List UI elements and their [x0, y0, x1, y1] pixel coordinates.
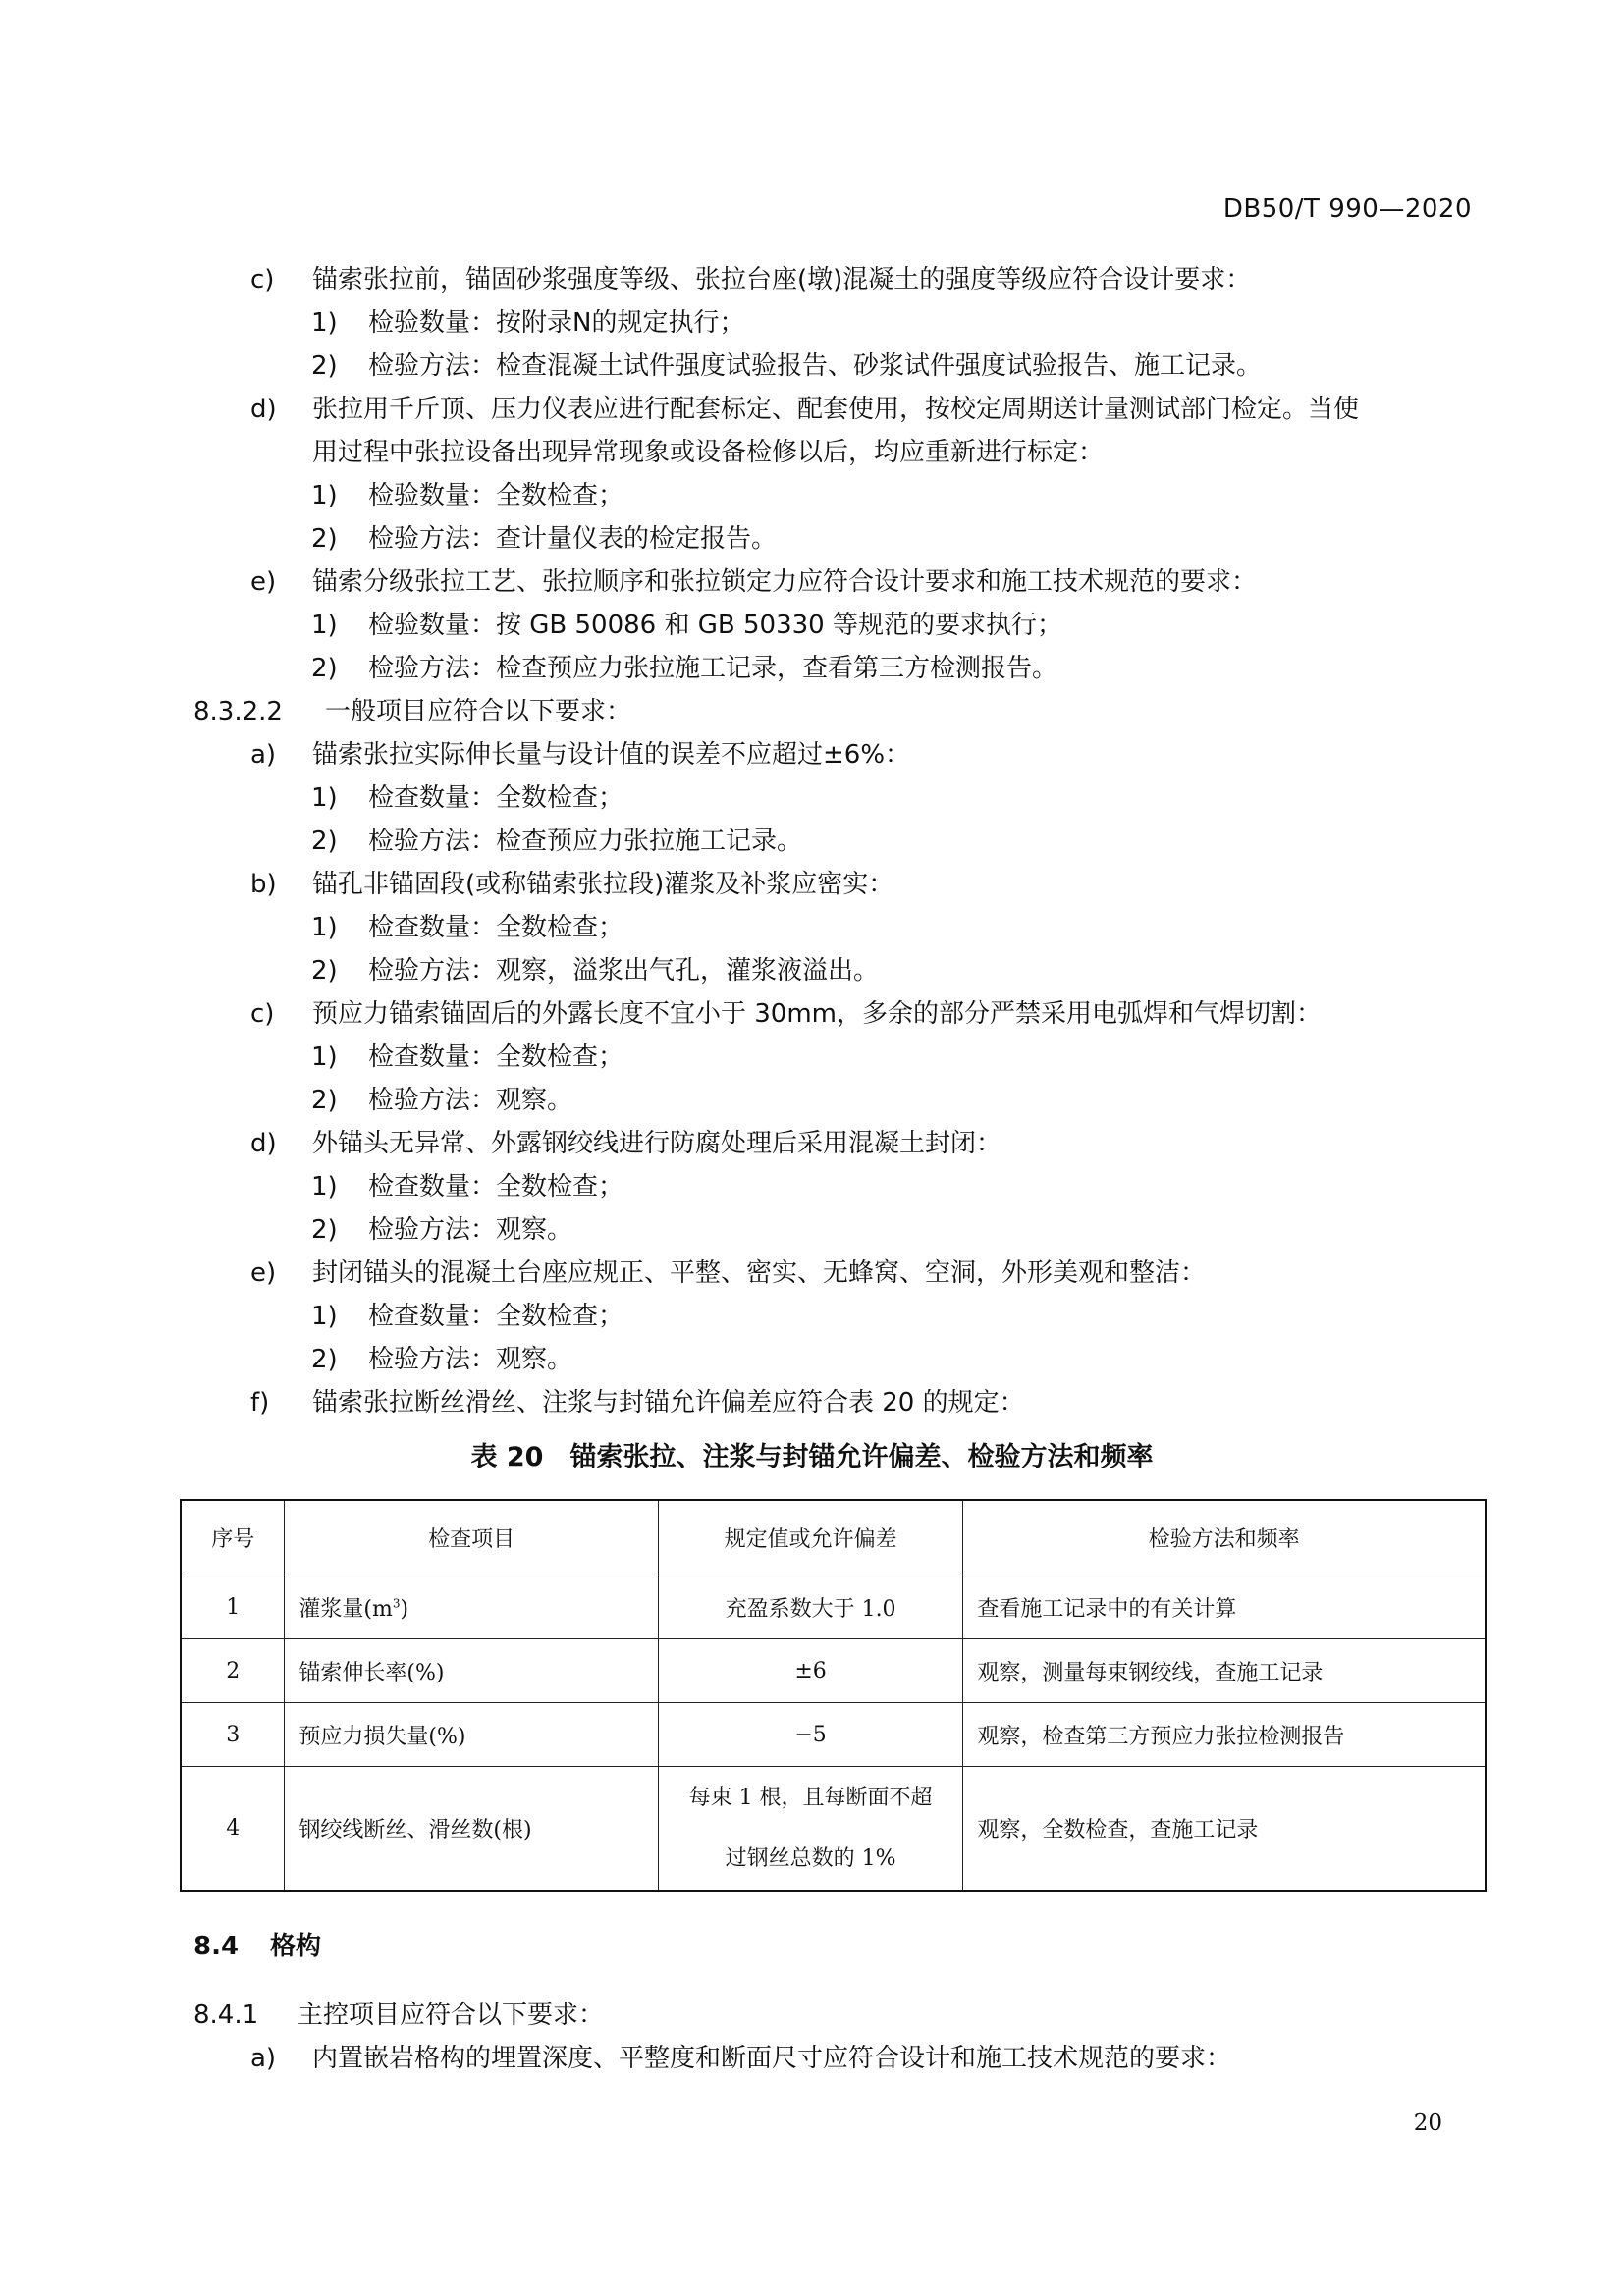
item-label: 1)	[311, 913, 338, 942]
item-label: 2)	[311, 1215, 338, 1245]
item-label: 2)	[311, 654, 338, 683]
item-text: 检查数量：全数检查；	[368, 1172, 624, 1201]
header-value: 规定值或允许偏差	[658, 1500, 963, 1575]
list-item	[311, 306, 744, 340]
list-item	[311, 1213, 572, 1247]
item-text: 外锚头无异常、外露钢绞线进行防腐处理后采用混凝土封闭：	[312, 1129, 1002, 1158]
header-no: 序号	[181, 1500, 285, 1575]
table-header-row	[181, 1500, 1486, 1575]
list-item	[311, 609, 1062, 642]
table-caption: 表 20 锚索张拉、注浆与封锚允许偏差、检验方法和频率	[470, 1442, 1154, 1472]
item-text: 锚索分级张拉工艺、张拉顺序和张拉锁定力应符合设计要求和施工技术规范的要求：	[312, 567, 1258, 597]
item-text: 灌浆量(m	[298, 1596, 393, 1622]
list-item	[250, 868, 893, 901]
cell-method: 观察，全数检查，查施工记录	[963, 1767, 1486, 1892]
list-item	[311, 1343, 572, 1376]
item-text-tail: )	[400, 1596, 409, 1622]
item-text: 检验数量：按附录N的规定执行；	[368, 308, 745, 338]
item-label: 2)	[311, 351, 338, 381]
item-text: 检验方法：查计量仪表的检定报告。	[368, 524, 778, 554]
table-row	[181, 1703, 1486, 1767]
list-item	[311, 1041, 623, 1074]
list-item	[250, 393, 1359, 426]
item-text: 检验方法：观察。	[368, 1086, 573, 1115]
item-label: e)	[250, 567, 277, 597]
item-text: 检查数量：全数检查；	[368, 913, 624, 942]
section-number: 8.4	[193, 1932, 240, 1961]
list-item	[250, 565, 1257, 599]
list-item	[311, 825, 802, 858]
item-text: 检验数量：全数检查；	[368, 481, 624, 510]
list-item	[250, 263, 1251, 296]
cell-value	[658, 1767, 963, 1892]
cell-item: 预应力损失量(%)	[285, 1703, 658, 1767]
table-row	[181, 1767, 1486, 1892]
header-method: 检验方法和频率	[963, 1500, 1486, 1575]
item-text: 检查数量：全数检查；	[368, 1302, 624, 1331]
cell-item: 锚索伸长率(%)	[285, 1639, 658, 1703]
item-label: 2)	[311, 1086, 338, 1115]
cell-item	[285, 1575, 658, 1639]
table-row	[181, 1575, 1486, 1639]
clause-text: 主控项目应符合以下要求：	[298, 2001, 605, 2030]
cell-method: 观察，检查第三方预应力张拉检测报告	[963, 1703, 1486, 1767]
item-label: c)	[250, 999, 275, 1029]
item-label: c)	[250, 265, 275, 294]
clause-8-4-1	[193, 1999, 604, 2032]
cell-value: 充盈系数大于 1.0	[658, 1575, 963, 1639]
item-text: 内置嵌岩格构的埋置深度、平整度和断面尺寸应符合设计和施工技术规范的要求：	[312, 2044, 1232, 2073]
list-item	[311, 349, 1262, 383]
item-continuation: 用过程中张拉设备出现异常现象或设备检修以后，均应重新进行标定：	[312, 438, 1105, 467]
item-label: a)	[250, 2044, 277, 2073]
list-item	[311, 781, 623, 815]
item-label: e)	[250, 1258, 277, 1288]
list-item	[311, 1170, 623, 1203]
cell-item: 钢绞线断丝、滑丝数(根)	[285, 1767, 658, 1892]
section-title: 格构	[270, 1932, 322, 1961]
cell-no: 4	[181, 1767, 285, 1892]
item-label: 1)	[311, 308, 338, 338]
list-item	[311, 911, 623, 944]
item-label: b)	[250, 870, 277, 899]
table-row	[181, 1639, 1486, 1703]
cell-value: ±6	[658, 1639, 963, 1703]
item-text: 检查数量：全数检查；	[368, 1042, 624, 1072]
cell-value: −5	[658, 1703, 963, 1767]
item-label: 1)	[311, 1302, 338, 1331]
item-label: d)	[250, 1129, 277, 1158]
item-label: 1)	[311, 611, 338, 640]
item-label: 2)	[311, 1345, 338, 1374]
item-text: 张拉用千斤顶、压力仪表应进行配套标定、配套使用，按校定周期送计量测试部门检定。当使	[312, 395, 1360, 424]
item-label: 2)	[311, 956, 338, 986]
item-label: 2)	[311, 524, 338, 554]
item-text: 封闭锚头的混凝土台座应规正、平整、密实、无蜂窝、空洞，外形美观和整洁：	[312, 1258, 1207, 1288]
clause-number: 8.3.2.2	[193, 697, 283, 726]
item-text: 锚索张拉前，锚固砂浆强度等级、张拉台座(墩)混凝土的强度等级应符合设计要求：	[312, 265, 1252, 294]
item-text: 锚索张拉断丝滑丝、注浆与封锚允许偏差应符合表 20 的规定：	[312, 1388, 1025, 1417]
value-line: 过钢丝总数的 1%	[725, 1845, 896, 1871]
item-text: 锚孔非锚固段(或称锚索张拉段)灌浆及补浆应密实：	[312, 870, 894, 899]
clause-8-3-2-2	[193, 695, 631, 728]
item-text: 检验方法：观察。	[368, 1345, 573, 1374]
list-item	[250, 2042, 1231, 2075]
header-item: 检查项目	[285, 1500, 658, 1575]
item-text: 锚索张拉实际伸长量与设计值的误差不应超过±6%：	[312, 740, 911, 770]
list-item	[250, 997, 1322, 1031]
clause-number: 8.4.1	[193, 2001, 259, 2030]
item-label: 1)	[311, 481, 338, 510]
list-item	[250, 1256, 1206, 1290]
item-label: a)	[250, 740, 277, 770]
item-superscript: 3	[392, 1596, 401, 1611]
item-label: 1)	[311, 1042, 338, 1072]
cell-method: 观察，测量每束钢绞线，查施工记录	[963, 1639, 1486, 1703]
item-text: 检验方法：观察。	[368, 1215, 573, 1245]
standard-code: DB50/T 990—2020	[1222, 194, 1472, 224]
item-label: 1)	[311, 783, 338, 813]
item-text: 检验方法：检查预应力张拉施工记录，查看第三方检测报告。	[368, 654, 1058, 683]
item-text: 检验方法：检查预应力张拉施工记录。	[368, 827, 803, 856]
item-text: 检验数量：按 GB 50086 和 GB 50330 等规范的要求执行；	[368, 611, 1062, 640]
list-item	[311, 954, 879, 988]
list-item	[250, 1127, 1001, 1160]
table-20	[180, 1499, 1487, 1892]
list-item	[311, 1084, 572, 1117]
item-text: 预应力锚索锚固后的外露长度不宜小于 30mm，多余的部分严禁采用电弧焊和气焊切割：	[312, 999, 1323, 1029]
section-heading-8-4	[193, 1926, 321, 1962]
list-item	[311, 522, 777, 556]
list-item	[311, 479, 623, 512]
item-label: 2)	[311, 827, 338, 856]
item-label: d)	[250, 395, 277, 424]
page-number: 20	[1413, 2110, 1442, 2136]
value-line: 每束 1 根，且每断面不超	[688, 1785, 933, 1810]
list-item	[250, 1386, 1025, 1419]
cell-no: 2	[181, 1639, 285, 1703]
item-text: 检查数量：全数检查；	[368, 783, 624, 813]
list-item	[250, 738, 910, 772]
list-item	[311, 652, 1057, 685]
list-item	[311, 1300, 623, 1333]
item-text: 检验方法：观察，溢浆出气孔，灌浆液溢出。	[368, 956, 880, 986]
item-text: 检验方法：检查混凝土试件强度试验报告、砂浆试件强度试验报告、施工记录。	[368, 351, 1263, 381]
item-label: 1)	[311, 1172, 338, 1201]
clause-text: 一般项目应符合以下要求：	[325, 697, 632, 726]
item-label: f)	[250, 1388, 270, 1417]
cell-no: 1	[181, 1575, 285, 1639]
cell-method: 查看施工记录中的有关计算	[963, 1575, 1486, 1639]
cell-no: 3	[181, 1703, 285, 1767]
